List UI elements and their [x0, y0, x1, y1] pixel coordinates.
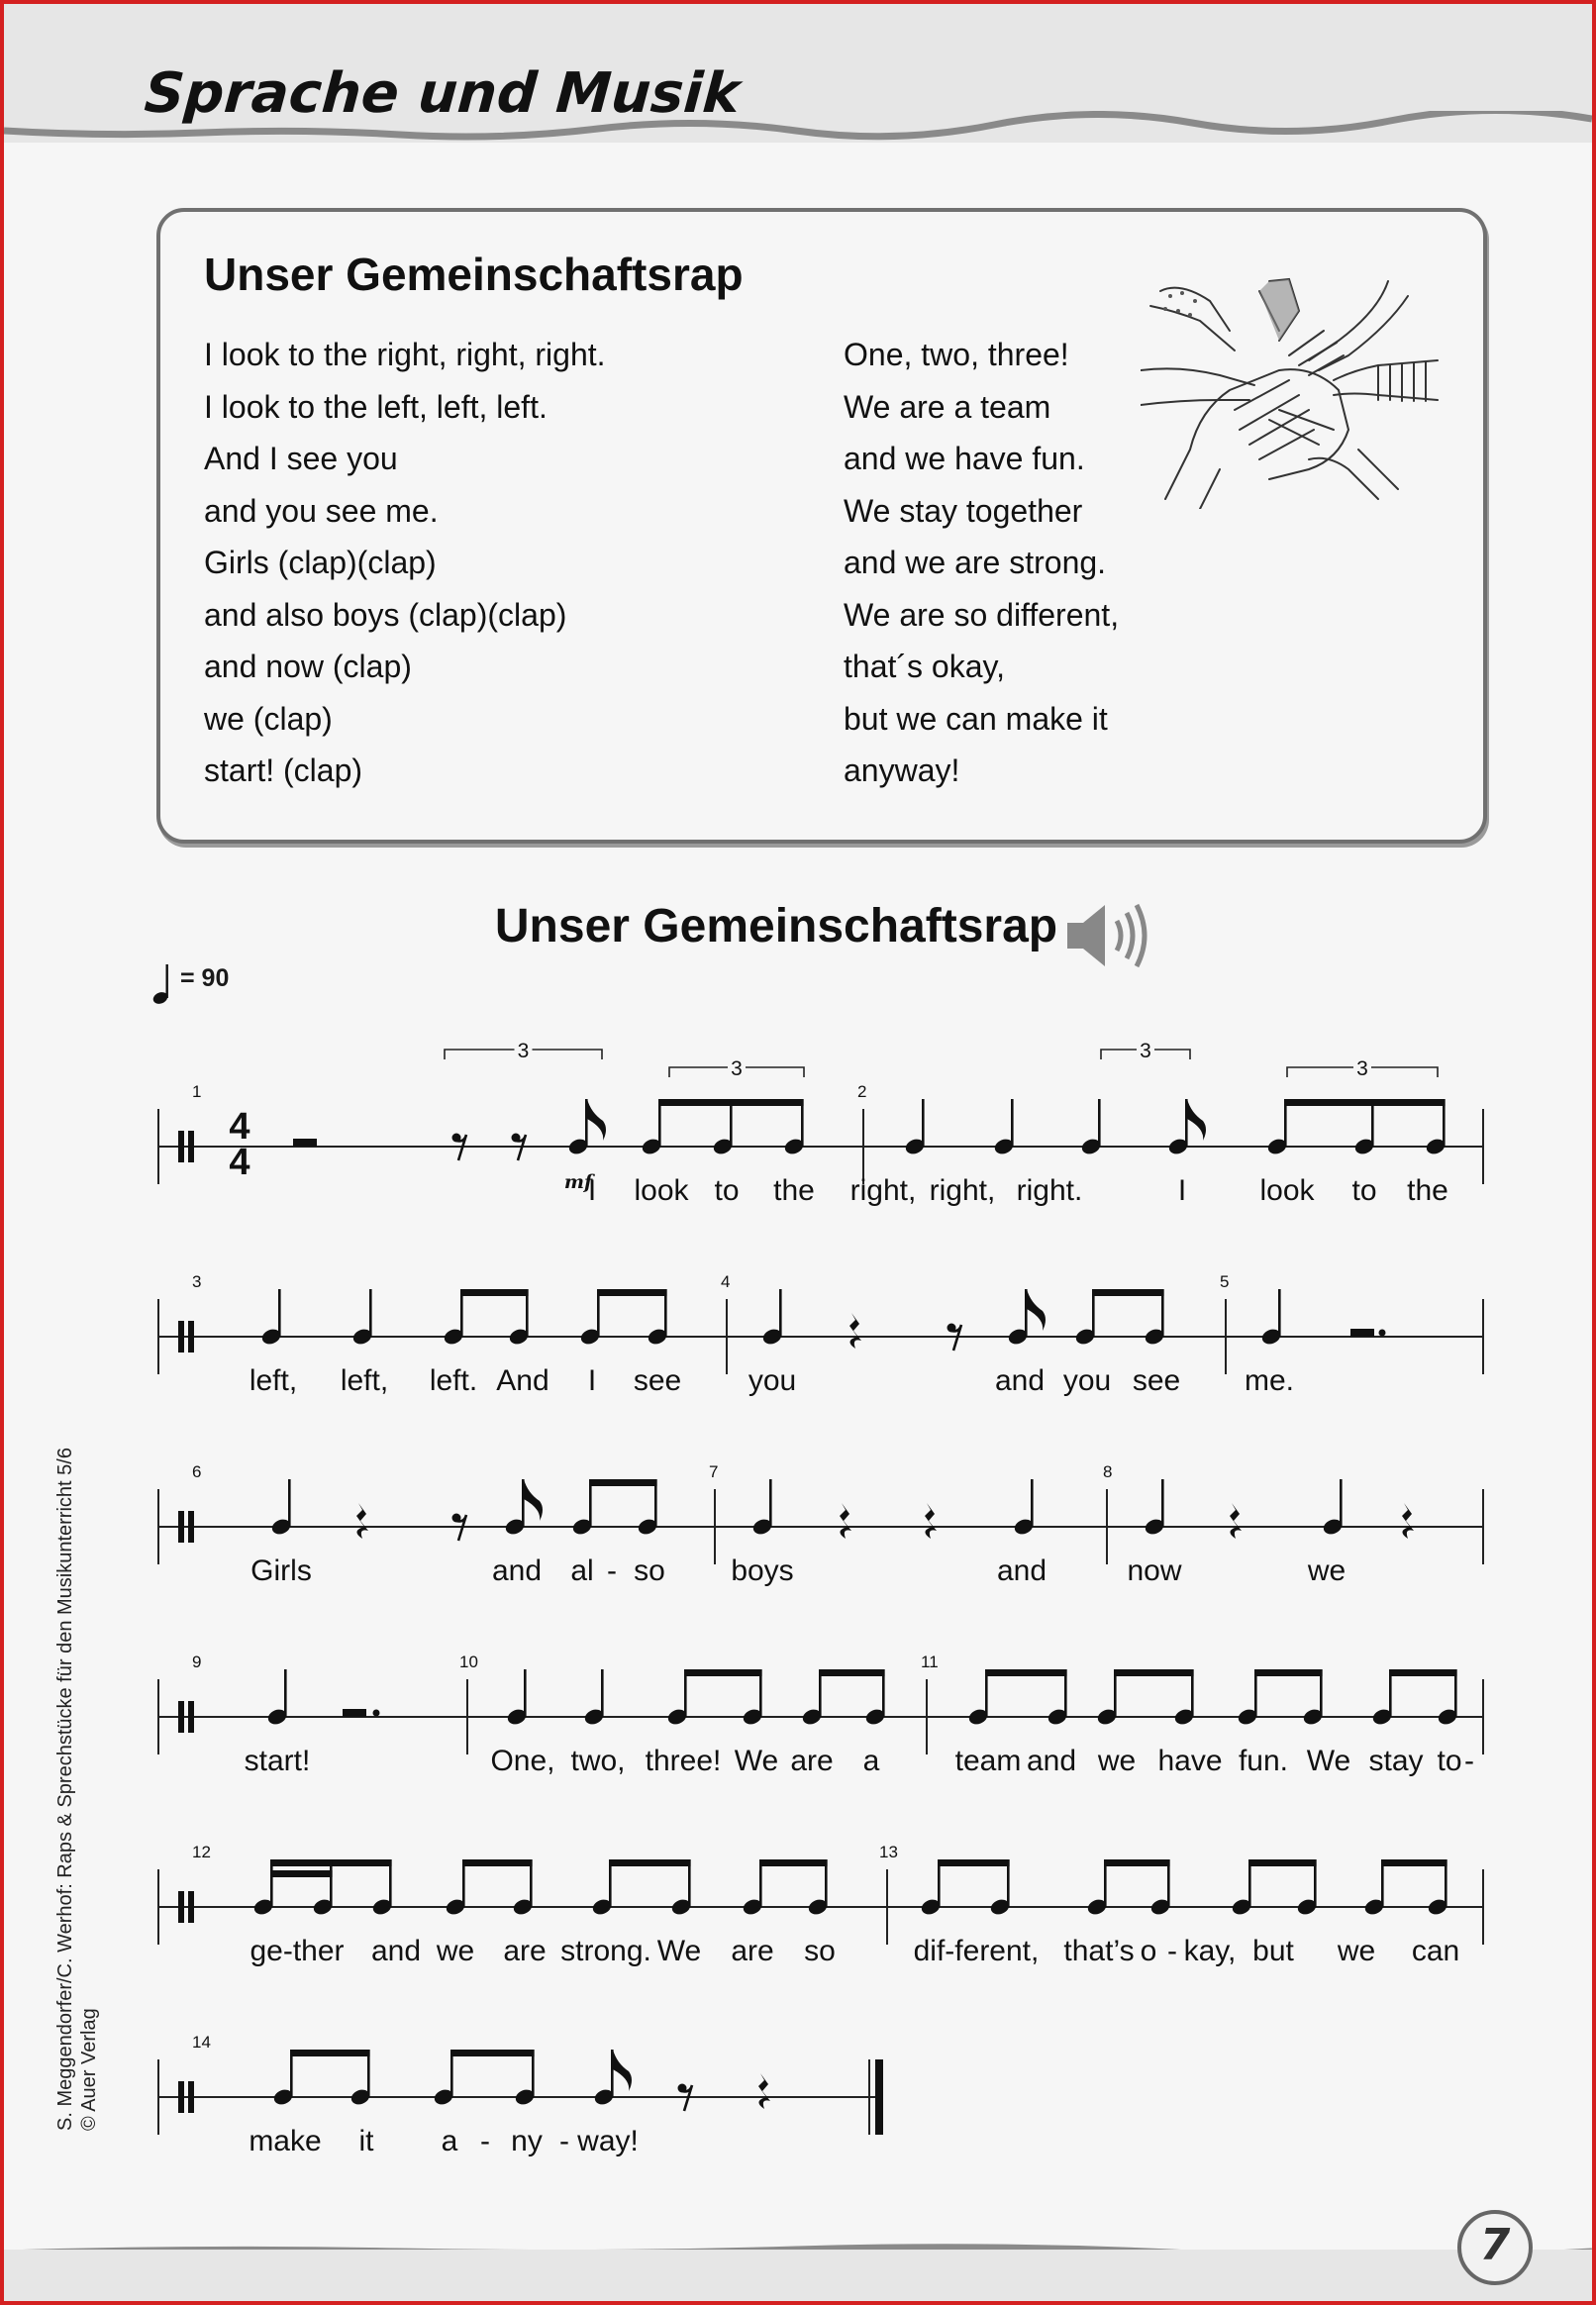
final-barline [875, 2059, 883, 2135]
quarter-rest [356, 1503, 368, 1539]
lyric-syllable: me. [1244, 1364, 1295, 1397]
lyric-syllable: are [503, 1935, 547, 1967]
percussion-clef [188, 1131, 194, 1162]
lyric-line: And I see you [204, 441, 398, 476]
lyric-line: Girls (clap)(clap) [204, 545, 437, 580]
lyrics-box [156, 208, 1487, 844]
lyric-syllable: a [441, 2125, 458, 2157]
lyric-syllable: right, [849, 1174, 917, 1207]
lyric-syllable: ge-ther [249, 1935, 345, 1967]
lyric-syllable: start! [244, 1745, 311, 1777]
lyric-syllable: - [607, 1554, 617, 1587]
note-stem [450, 2050, 453, 2097]
header-title: Sprache und Musik [142, 61, 743, 126]
quarter-rest [849, 1313, 861, 1349]
tempo-marking [152, 960, 291, 1006]
lyric-syllable: can [1411, 1935, 1460, 1967]
note-stem [1284, 1099, 1287, 1147]
time-signature-top: 4 [229, 1106, 250, 1148]
measure-number: 8 [1103, 1462, 1113, 1481]
lyric-syllable: fun. [1238, 1745, 1289, 1777]
note-stem [1340, 1479, 1343, 1527]
note-beam [597, 1289, 667, 1296]
note-beam [1104, 1859, 1170, 1866]
note-stem [1098, 1099, 1101, 1147]
quarter-rest [840, 1503, 851, 1539]
note-stem [609, 1859, 612, 1907]
lyric-line: We are so different, [844, 596, 1120, 633]
lyric-syllable: left, [249, 1364, 298, 1397]
note-beam [462, 1859, 533, 1866]
lyric-syllable: o [1140, 1935, 1157, 1967]
note-beam [609, 1859, 691, 1866]
percussion-clef [178, 1511, 184, 1543]
tuplet-number: 3 [731, 1057, 743, 1080]
lyric-line: We stay together [844, 492, 1083, 529]
note-stem [524, 1669, 527, 1717]
note-beam [1381, 1859, 1447, 1866]
note-stem [658, 1099, 661, 1147]
note-stem [825, 1859, 828, 1907]
lyric-syllable: are [731, 1935, 774, 1967]
lyric-line: start! (clap) [204, 752, 363, 788]
lyric-syllable: We [1306, 1745, 1351, 1777]
lyric-syllable: and [1026, 1745, 1077, 1777]
time-signature-bottom: 4 [229, 1142, 250, 1183]
note-stem [759, 1859, 762, 1907]
measure-number: 11 [921, 1653, 939, 1671]
measure-number: 7 [709, 1462, 719, 1481]
lyric-syllable: are [790, 1745, 834, 1777]
note-beam [819, 1669, 885, 1676]
lyric-syllable: three! [645, 1745, 722, 1777]
note-stem [526, 1289, 529, 1337]
lyric-syllable: al [570, 1554, 594, 1587]
note-stem [532, 2050, 535, 2097]
lyrics-left-column [204, 329, 606, 797]
lyric-line: and we have fun. [844, 441, 1085, 476]
tempo-value: = 90 [180, 964, 230, 992]
percussion-clef [188, 1321, 194, 1353]
lyric-syllable: and [370, 1935, 422, 1967]
note-stem [1314, 1859, 1317, 1907]
note-stem [1278, 1289, 1281, 1337]
lyric-syllable: see [1132, 1364, 1181, 1397]
lyric-syllable: look [1259, 1174, 1315, 1207]
stacked-hands-illustration [1141, 271, 1447, 509]
measure-number: 14 [192, 2033, 211, 2052]
note-stem [1167, 1859, 1170, 1907]
lyric-syllable: we [1337, 1935, 1376, 1967]
measure-number: 5 [1220, 1272, 1230, 1291]
page-number: 7 [1479, 2220, 1511, 2270]
speaker-icon[interactable] [1065, 901, 1148, 970]
quarter-rest [758, 2073, 770, 2109]
measure-number: 10 [459, 1653, 478, 1671]
lyric-syllable: stay [1368, 1745, 1424, 1777]
note-beam [1284, 1099, 1446, 1106]
note-stem [1011, 1099, 1014, 1147]
lyric-line: that´s okay, [844, 649, 1006, 684]
note-beam [1248, 1859, 1317, 1866]
credit-line: © Auer Verlag [78, 2008, 100, 2131]
note-beam [450, 2050, 535, 2056]
note-stem [769, 1479, 772, 1527]
lyric-syllable: And [496, 1364, 549, 1397]
lyric-syllable: now [1127, 1554, 1182, 1587]
lyric-syllable: team [954, 1745, 1022, 1777]
note-beam [658, 1099, 804, 1106]
percussion-clef [178, 1891, 184, 1923]
measure-number: 13 [879, 1843, 898, 1861]
note-stem [1161, 1289, 1164, 1337]
note-flag [524, 1479, 543, 1521]
percussion-clef [178, 1321, 184, 1353]
lyric-syllable: - [1464, 1745, 1474, 1777]
lyric-syllable: and [994, 1364, 1046, 1397]
note-beam [684, 1669, 762, 1676]
side-credit [53, 1448, 101, 2131]
note-beam [460, 1289, 529, 1296]
lyric-syllable: see [633, 1364, 682, 1397]
quarter-rest [1230, 1503, 1242, 1539]
lyric-syllable: I [1177, 1174, 1187, 1207]
note-beam [1114, 1669, 1194, 1676]
percussion-clef [188, 1891, 194, 1923]
note-beam [270, 1859, 333, 1866]
note-stem [688, 1859, 691, 1907]
note-stem [460, 1289, 463, 1337]
lyric-syllable: right. [1016, 1174, 1083, 1207]
lyric-syllable: right, [929, 1174, 996, 1207]
lyric-syllable: two, [570, 1745, 626, 1777]
note-stem [1389, 1669, 1392, 1717]
dynamic-marking: mf [563, 1171, 593, 1193]
tuplet-number: 3 [1140, 1040, 1151, 1062]
augmentation-dot [373, 1710, 380, 1717]
measure-number: 9 [192, 1653, 202, 1671]
lyric-syllable: boys [731, 1554, 794, 1587]
note-beam [290, 2050, 370, 2056]
tuplet-number: 3 [1356, 1057, 1368, 1080]
note-beam [759, 1859, 828, 1866]
lyric-syllable: and [996, 1554, 1047, 1587]
song-title: Unser Gemeinschaftsrap [494, 900, 1058, 952]
lyric-syllable: have [1157, 1745, 1223, 1777]
lyric-syllable: left, [340, 1364, 389, 1397]
lyric-syllable: ny [511, 2125, 543, 2157]
lyric-syllable: - [480, 2125, 490, 2157]
note-beam [985, 1669, 1067, 1676]
lyric-syllable: make [249, 2125, 322, 2157]
measure-number: 12 [192, 1843, 211, 1861]
note-stem [1191, 1669, 1194, 1717]
percussion-clef [188, 1701, 194, 1733]
note-stem [759, 1669, 762, 1717]
lyric-syllable: We [656, 1935, 702, 1967]
lyric-line: One, two, three! [844, 337, 1069, 372]
note-stem [601, 1669, 604, 1717]
lyric-syllable: we [436, 1935, 475, 1967]
note-stem [1454, 1669, 1457, 1717]
percussion-clef [178, 1701, 184, 1733]
lyric-syllable: dif-ferent, [913, 1935, 1040, 1967]
note-flag [613, 2050, 632, 2091]
measure-number: 6 [192, 1462, 202, 1481]
lyric-syllable: and [491, 1554, 543, 1587]
note-stem [1443, 1099, 1446, 1147]
lyric-syllable: it [358, 2125, 374, 2157]
note-flag [1027, 1289, 1046, 1331]
lyric-syllable: I [587, 1174, 597, 1207]
note-stem [664, 1289, 667, 1337]
note-beam [1389, 1669, 1457, 1676]
lyric-syllable: way! [577, 2125, 639, 2157]
note-stem [462, 1859, 465, 1907]
measure-number: 1 [192, 1082, 202, 1101]
note-stem [1161, 1479, 1164, 1527]
lyric-line: and now (clap) [204, 649, 412, 684]
lyric-syllable: the [773, 1174, 815, 1207]
lyric-line: and we are strong. [844, 545, 1107, 580]
note-beam [1092, 1289, 1164, 1296]
quarter-note-icon [152, 960, 178, 1006]
note-stem [278, 1289, 281, 1337]
lyric-syllable: Girls [250, 1554, 312, 1587]
lyric-line: and also boys (clap)(clap) [204, 596, 567, 633]
note-beam [1254, 1669, 1323, 1676]
lyric-line: I look to the left, left, left. [204, 388, 548, 425]
lyric-line: anyway! [844, 752, 960, 788]
note-stem [367, 2050, 370, 2097]
music-score [4, 1024, 1592, 2182]
note-stem [284, 1669, 287, 1717]
lyric-syllable: kay, [1183, 1935, 1237, 1967]
note-stem [1064, 1669, 1067, 1717]
note-beam [270, 1870, 333, 1877]
note-stem [1031, 1479, 1034, 1527]
note-flag [1187, 1099, 1206, 1141]
tuplet-number: 3 [517, 1040, 530, 1062]
lyric-syllable: to [1437, 1745, 1462, 1777]
lyric-syllable: - [559, 2125, 569, 2157]
lyric-syllable: - [1167, 1935, 1177, 1967]
note-beam [938, 1859, 1010, 1866]
lyric-syllable: so [634, 1554, 665, 1587]
half-rest [343, 1709, 366, 1717]
note-stem [1445, 1859, 1447, 1907]
lyric-syllable: you [748, 1364, 797, 1397]
lyric-syllable: that’s [1063, 1935, 1135, 1967]
lyric-syllable: so [804, 1935, 836, 1967]
note-stem [589, 1479, 592, 1527]
lyrics-right-column [844, 329, 1119, 797]
lyric-syllable: a [862, 1745, 880, 1777]
lyric-line: but we can make it [844, 700, 1108, 737]
lyric-line: We are a team [844, 388, 1051, 425]
note-stem [1381, 1859, 1384, 1907]
lyric-line: I look to the right, right, right. [204, 337, 606, 372]
lyric-syllable: look [634, 1174, 689, 1207]
percussion-clef [188, 1511, 194, 1543]
note-stem [597, 1289, 600, 1337]
credit-line: S. Meggendorfer/C. Werhof: Raps & Sprechstücke für den Musikunterricht 5/6 [54, 1448, 76, 2131]
note-stem [369, 1289, 372, 1337]
quarter-rest [925, 1503, 937, 1539]
note-flag [587, 1099, 606, 1141]
note-stem [779, 1289, 782, 1337]
note-beam [589, 1479, 657, 1486]
note-stem [985, 1669, 988, 1717]
note-stem [882, 1669, 885, 1717]
note-stem [1114, 1669, 1117, 1717]
percussion-clef [178, 1131, 184, 1162]
measure-number: 3 [192, 1272, 202, 1291]
note-stem [1248, 1859, 1251, 1907]
lyric-syllable: but [1252, 1935, 1294, 1967]
lyric-line: and you see me. [204, 492, 439, 529]
lyric-syllable: the [1407, 1174, 1448, 1207]
note-stem [330, 1859, 333, 1907]
note-stem [730, 1099, 733, 1147]
lyric-syllable: to [714, 1174, 740, 1207]
measure-number: 2 [857, 1082, 867, 1101]
lyric-syllable: to [1351, 1174, 1377, 1207]
note-stem [801, 1099, 804, 1147]
note-stem [684, 1669, 687, 1717]
note-stem [1254, 1669, 1257, 1717]
note-stem [922, 1099, 925, 1147]
note-stem [1104, 1859, 1107, 1907]
lyrics-title: Unser Gemeinschaftsrap [204, 249, 744, 300]
note-stem [288, 1479, 291, 1527]
lyric-syllable: you [1062, 1364, 1112, 1397]
measure-number: 4 [721, 1272, 731, 1291]
quarter-rest [1402, 1503, 1414, 1539]
note-stem [270, 1859, 273, 1907]
note-stem [290, 2050, 293, 2097]
page-number-badge [1457, 2210, 1533, 2285]
note-stem [938, 1859, 941, 1907]
lyric-syllable: I [587, 1364, 597, 1397]
augmentation-dot [1379, 1330, 1386, 1337]
note-stem [654, 1479, 657, 1527]
note-stem [1092, 1289, 1095, 1337]
lyric-syllable: One, [490, 1745, 555, 1777]
note-stem [389, 1859, 392, 1907]
lyric-syllable: we [1307, 1554, 1347, 1587]
percussion-clef [178, 2081, 184, 2113]
note-stem [1371, 1099, 1374, 1147]
note-stem [1320, 1669, 1323, 1717]
lyric-syllable: strong. [560, 1935, 651, 1967]
lyric-syllable: left. [429, 1364, 478, 1397]
note-stem [530, 1859, 533, 1907]
lyric-line: we (clap) [204, 700, 333, 737]
half-rest [1350, 1329, 1374, 1337]
percussion-clef [188, 2081, 194, 2113]
note-stem [1007, 1859, 1010, 1907]
note-stem [819, 1669, 822, 1717]
lyric-syllable: We [734, 1745, 779, 1777]
footer-band [4, 2250, 1592, 2301]
lyric-syllable: we [1097, 1745, 1137, 1777]
half-rest [293, 1139, 317, 1147]
